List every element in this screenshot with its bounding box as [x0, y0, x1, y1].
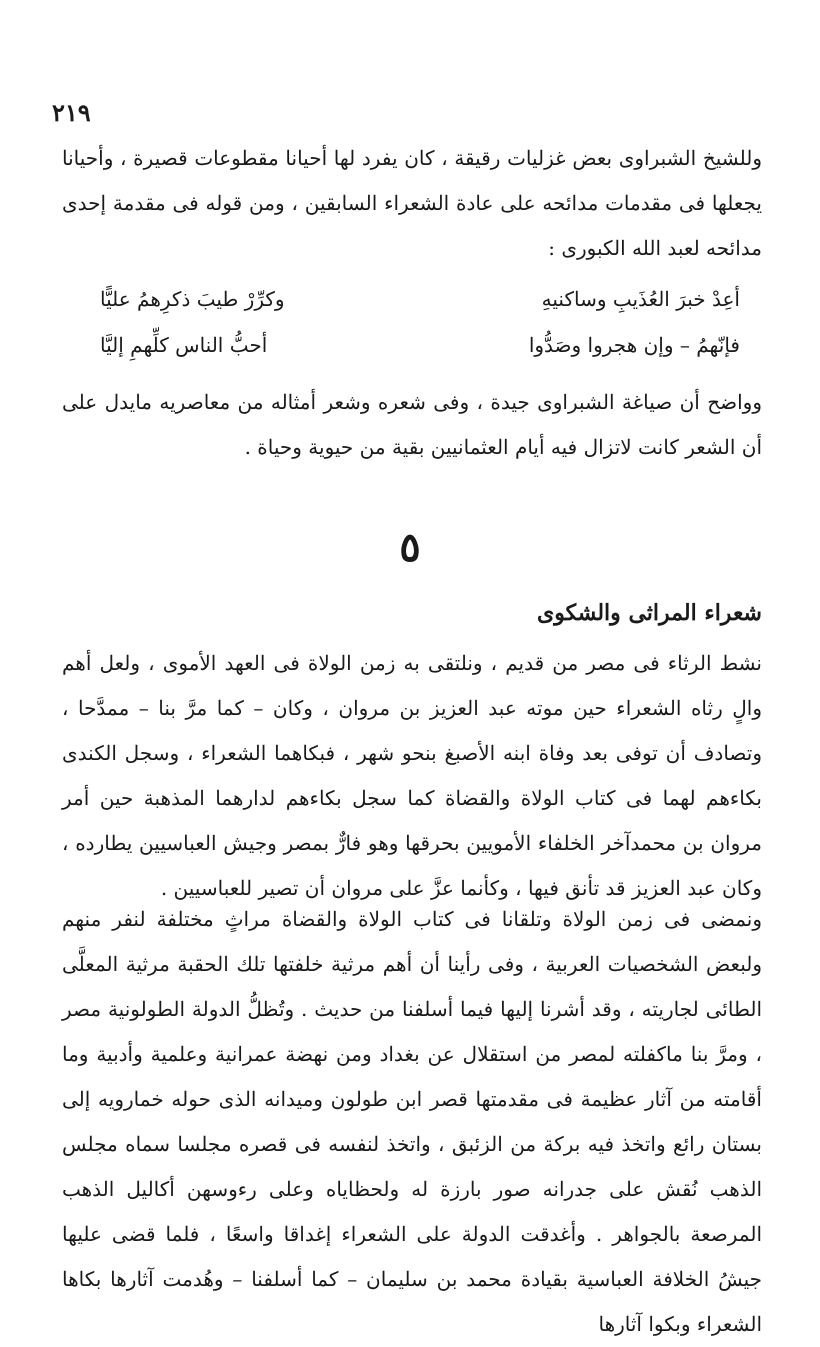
- paragraph-2: وواضح أن صياغة الشبراوى جيدة ، وفى شعره وشعر أمثاله من معاصريه مايدل على أن الشعر كانت لاتزال فيه أيام العثمانيين بقية من حيوية وحياة .: [62, 390, 762, 459]
- paragraph-1: وللشيخ الشبراوى بعض غزليات رقيقة ، كان يفرد لها أحيانا مقطوعات قصيرة ، وأحيانا يجعلها فى مقدمات مدائحه على عادة الشعراء السابقين ، ومن قوله فى مقدمة إحدى مدائحه لعبد الله الكبورى :: [62, 146, 762, 260]
- verse-1-second-hemistich: وكرِّرْ طيبَ ذكرِهمُ عليًّا: [100, 287, 285, 311]
- poem-verses: [100, 276, 740, 368]
- page-number: ٢١٩: [52, 98, 91, 127]
- verse-1-first-hemistich: أعِدْ خبرَ العُذَيبِ وساكنيهِ: [541, 287, 740, 311]
- verse-2-first-hemistich: فإنّهمُ – وإن هجروا وصَدُّوا: [528, 333, 740, 357]
- verse-2-second-hemistich: أحبُّ الناس كلِّهمِ إليَّا: [100, 333, 268, 357]
- verse-line-1: [100, 276, 740, 322]
- paragraph-3: نشط الرثاء فى مصر من قديم ، ونلتقى به زمن الولاة فى العهد الأموى ، ولعل أهم والٍ رثاه الشعراء حين موته عبد العزيز بن مروان ، وكان – كما مرَّ بنا – ممدَّحا ، وتصادف أن توفى بعد وفاة ابنه الأصبغ بنحو شهر ، فبكاهما الشعراء ، وسجل الكندى بكاءهم لهما فى كتاب الولاة والقضاة كما سجل بكاءهم لدارهما المذهبة حين أمر مروان بن محمدآخر الخلفاء الأمويين بحرقها وهو فارٌّ بمصر وجيش العباسيين يطارده ، وكان عبد العزيز قد تأنق فيها ، وكأنما عزَّ على مروان أن تصير للعباسيين .: [62, 651, 762, 900]
- verse-line-2: [100, 322, 740, 368]
- paragraph-4: ونمضى فى زمن الولاة وتلقانا فى كتاب الولاة والقضاة مراثٍ مختلفة لنفر منهم ولبعض الشخصيات العربية ، وفى رأينا أن أهم مرثية خلفتها تلك الحقبة مرثية المعلَّى الطائى لجاريته ، وقد أشرنا إليها فيما أسلفنا من حديث . وتُظلُّ الدولة الطولونية مصر ، ومرَّ بنا ماكفلته لمصر من استقلال عن بغداد ومن نهضة عمرانية وعلمية وأدبية وما أقامته من آثار عظيمة فى مقدمتها قصر ابن طولون وميدانه الذى حوله خمارويه إلى بستان رائع واتخذ فيه بركة من الزئبق ، واتخذ لنفسه فى قصره مجلسا سماه مجلس الذهب نُقش على جدرانه صور بارزة له ولحظاياه وعلى رءوسهن أكاليل الذهب المرصعة بالجواهر . وأغدقت الدولة على الشعراء إغداقا واسعًا ، فلما قضى عليها جيشُ الخلافة العباسية بقيادة محمد بن سليمان – كما أسلفنا – وهُدمت آثارها بكاها الشعراء وبكوا آثارها: [62, 907, 762, 1336]
- section-heading: شعراء المراثى والشكوى: [536, 600, 762, 626]
- section-number: ٥: [399, 524, 421, 571]
